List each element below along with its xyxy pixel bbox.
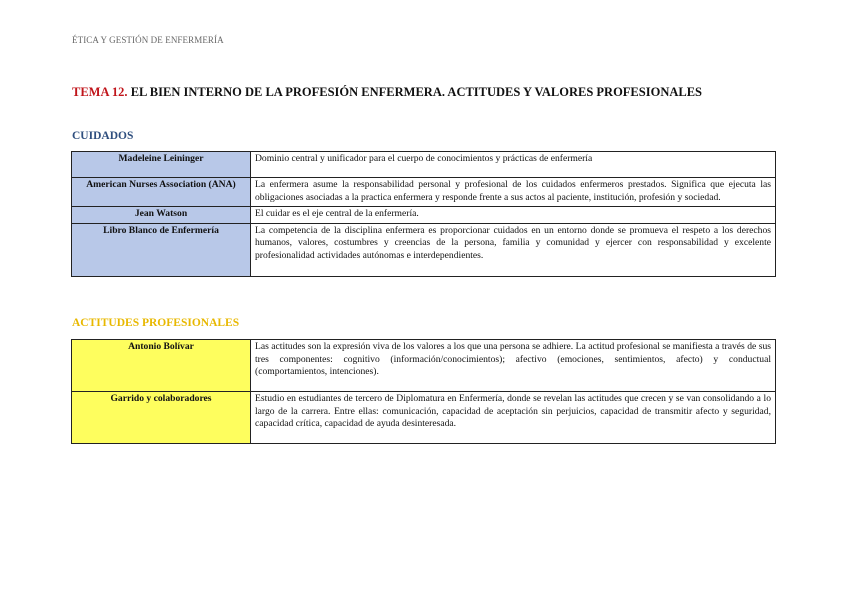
description-cell: La enfermera asume la responsabilidad personal y profesional de los cuidados enfermeros prestados. Significa que ejecuta las obligaciones asociadas a la practica enfermera y responde frente a sus actos al paciente, institución, profesión y sociedad. bbox=[251, 178, 776, 207]
page-title bbox=[72, 85, 702, 100]
author-cell: Garrido y colaboradores bbox=[72, 392, 251, 444]
author-cell: Antonio Bolívar bbox=[72, 340, 251, 392]
description-cell: Estudio en estudiantes de tercero de Diplomatura en Enfermería, donde se revelan las actitudes que crecen y se van consolidando a lo largo de la carrera. Entre ellas: comunicación, capacidad de aceptación sin perjuicios, capacidad de transmitir afecto y seguridad, capacidad crítica, capacidad de ayuda desinteresada. bbox=[251, 392, 776, 444]
running-header: ÉTICA Y GESTIÓN DE ENFERMERÍA bbox=[72, 35, 224, 45]
actitudes-table bbox=[71, 339, 776, 444]
section-heading-cuidados: CUIDADOS bbox=[72, 130, 134, 142]
table-row bbox=[72, 223, 776, 276]
description-cell: Dominio central y unificador para el cuerpo de conocimientos y prácticas de enfermería bbox=[251, 152, 776, 178]
description-cell: La competencia de la disciplina enfermera es proporcionar cuidados en un entorno donde se promueva el respeto a los derechos humanos, valores, costumbres y creencias de la persona, familia y comunidad y ejercer con responsabilidad y excelente profesionalidad actividades autónomas e interdependientes. bbox=[251, 223, 776, 276]
author-cell: American Nurses Association (ANA) bbox=[72, 178, 251, 207]
table-row bbox=[72, 178, 776, 207]
author-cell: Jean Watson bbox=[72, 207, 251, 224]
description-cell: El cuidar es el eje central de la enfermería. bbox=[251, 207, 776, 224]
topic-number: TEMA 12. bbox=[72, 85, 128, 99]
author-cell: Libro Blanco de Enfermería bbox=[72, 223, 251, 276]
section-heading-actitudes: ACTITUDES PROFESIONALES bbox=[72, 317, 240, 329]
author-cell: Madeleine Leininger bbox=[72, 152, 251, 178]
topic-title: EL BIEN INTERNO DE LA PROFESIÓN ENFERMERA. ACTITUDES Y VALORES PROFESIONALES bbox=[130, 85, 702, 99]
table-row bbox=[72, 392, 776, 444]
table-row bbox=[72, 207, 776, 224]
table-row bbox=[72, 340, 776, 392]
description-cell: Las actitudes son la expresión viva de los valores a los que una persona se adhiere. La actitud profesional se manifiesta a través de sus tres componentes: cognitivo (información/conocimientos); afectivo (emociones, sentimientos, afecto) y conductual (comportamientos, intenciones). bbox=[251, 340, 776, 392]
table-row bbox=[72, 152, 776, 178]
cuidados-table bbox=[71, 151, 776, 277]
